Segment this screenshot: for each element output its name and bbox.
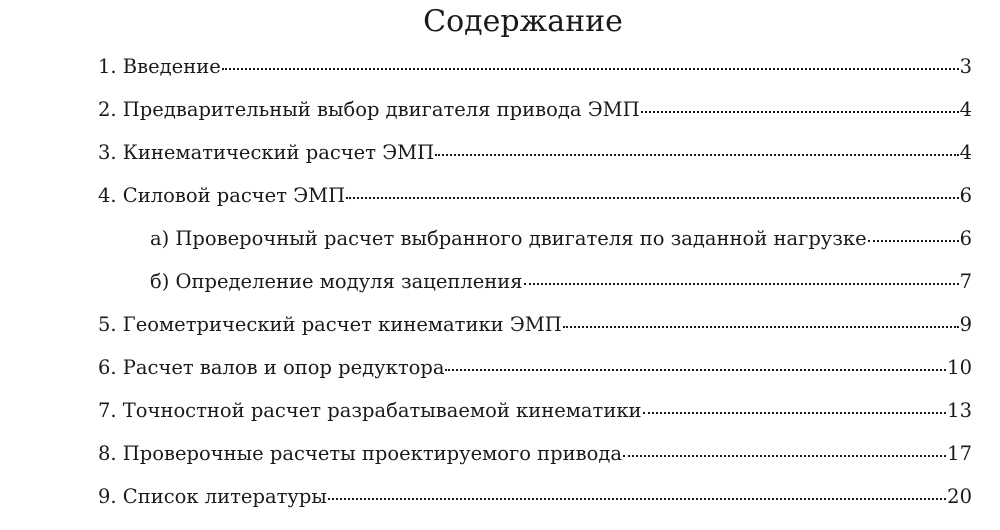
dot-leader bbox=[641, 111, 959, 113]
toc-entry-label: 2. Предварительный выбор двигателя привода ЭМП bbox=[98, 98, 640, 121]
toc-entry-label: 3. Кинематический расчет ЭМП bbox=[98, 141, 435, 164]
toc-subentry bbox=[150, 224, 972, 254]
toc-entry-page-number: 9 bbox=[959, 313, 972, 336]
toc-entry-page-number: 17 bbox=[947, 442, 972, 465]
toc-entry-page-number: 6 bbox=[959, 227, 972, 250]
toc-entry-label: а) Проверочный расчет выбранного двигателя по заданной нагрузке bbox=[150, 227, 867, 250]
toc-entry-label: б) Определение модуля зацепления bbox=[150, 270, 523, 293]
toc-entry-label: 8. Проверочные расчеты проектируемого привода bbox=[98, 442, 623, 465]
toc-entry bbox=[98, 439, 972, 469]
toc-entry-label: 4. Силовой расчет ЭМП bbox=[98, 184, 346, 207]
toc-entry-label: 9. Список литературы bbox=[98, 485, 327, 508]
toc-entry bbox=[98, 482, 972, 512]
toc-entry bbox=[98, 52, 972, 82]
dot-leader bbox=[868, 240, 959, 242]
dot-leader bbox=[643, 412, 947, 414]
dot-leader bbox=[524, 283, 959, 285]
toc-entry bbox=[98, 138, 972, 168]
toc-entry-label: 1. Введение bbox=[98, 55, 221, 78]
toc-entry bbox=[98, 95, 972, 125]
dot-leader bbox=[222, 68, 959, 70]
toc-entry-label: 6. Расчет валов и опор редуктора bbox=[98, 356, 445, 379]
dot-leader bbox=[563, 326, 959, 328]
toc-entry-page-number: 4 bbox=[959, 141, 972, 164]
toc-entry-page-number: 6 bbox=[959, 184, 972, 207]
toc-entry-label: 5. Геометрический расчет кинематики ЭМП bbox=[98, 313, 562, 336]
dot-leader bbox=[346, 197, 958, 199]
toc-entry-page-number: 13 bbox=[947, 399, 972, 422]
toc-entry-label: 7. Точностной расчет разрабатываемой кинематики bbox=[98, 399, 642, 422]
dot-leader bbox=[435, 154, 958, 156]
toc-entry bbox=[98, 181, 972, 211]
toc-entry-page-number: 20 bbox=[947, 485, 972, 508]
toc-entry bbox=[98, 396, 972, 426]
dot-leader bbox=[328, 498, 946, 500]
toc-entry bbox=[98, 353, 972, 383]
toc-entry-page-number: 4 bbox=[959, 98, 972, 121]
toc-entry-page-number: 3 bbox=[959, 55, 972, 78]
dot-leader bbox=[445, 369, 946, 371]
page-title: Содержание bbox=[423, 4, 623, 39]
toc-entry bbox=[98, 310, 972, 340]
dot-leader bbox=[623, 455, 946, 457]
toc-subentry bbox=[150, 267, 972, 297]
toc-entry-page-number: 10 bbox=[947, 356, 972, 379]
toc-entry-page-number: 7 bbox=[959, 270, 972, 293]
